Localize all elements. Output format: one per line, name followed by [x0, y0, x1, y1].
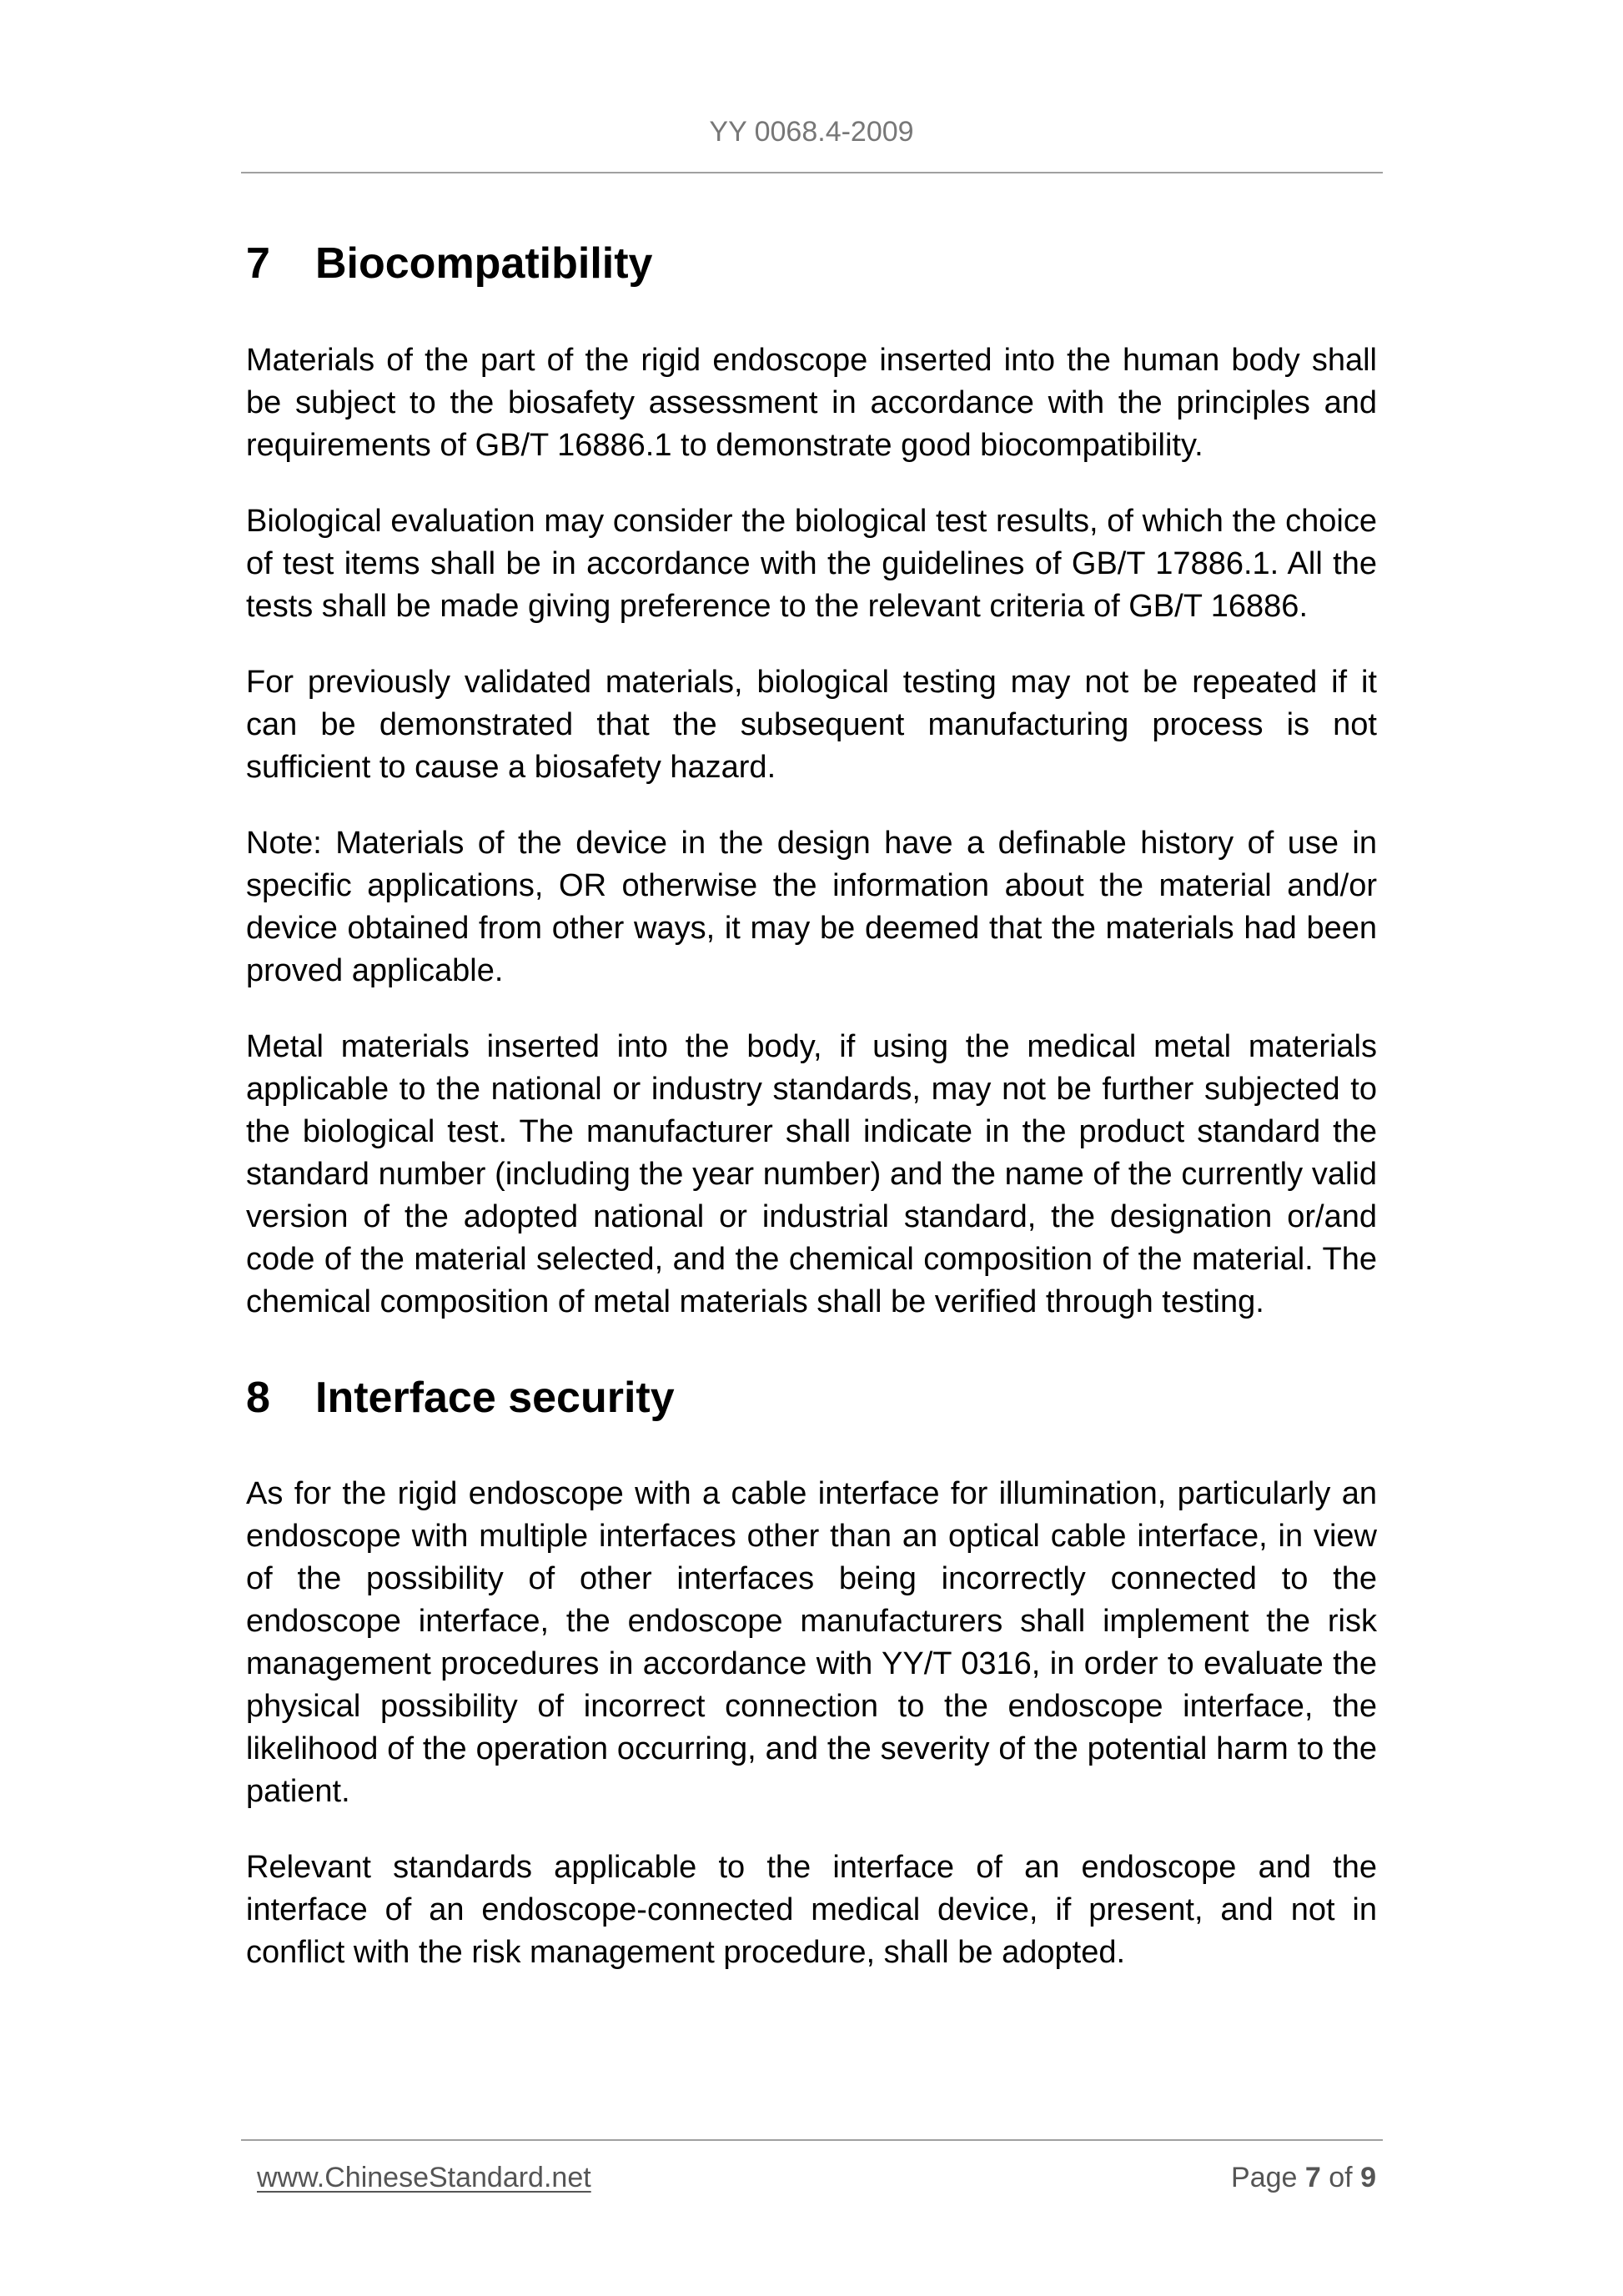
note-paragraph: Note: Materials of the device in the design have a definable history of use in specific applications, OR otherwise the information about the material and/or device obtained from other ways, it may be deemed that the materials had been proved applicable.: [246, 826, 1377, 988]
section-7-biocompatibility: [246, 239, 1377, 1324]
current-page-number: 7: [1304, 2162, 1321, 2193]
paragraph: Materials of the part of the rigid endoscope inserted into the human body shall be subject to the biosafety assessment in accordance with the principles and requirements of GB/T 16886.1 to demonstrate good biocompatibility.: [246, 343, 1377, 463]
section-heading: [246, 1373, 1377, 1423]
section-number: 7: [246, 239, 270, 288]
section-title: Interface security: [315, 1374, 675, 1422]
running-header-standard-number: YY 0068.4-2009: [709, 116, 914, 148]
section-heading: [246, 239, 1377, 289]
footer-divider: [241, 2139, 1383, 2141]
total-page-count: 9: [1360, 2162, 1376, 2193]
page-label: Page: [1231, 2162, 1298, 2193]
paragraph: As for the rigid endoscope with a cable interface for illumination, particularly an endoscope with multiple interfaces other than an optical cable interface, in view of the possibility of other interfaces being incorrectly connected to the endoscope interface, the endoscope manufacturers shall implement the risk management procedures in accordance with YY/T 0316, in order to evaluate the physical possibility of incorrect connection to the endoscope interface, the likelihood of the operation occurring, and the severity of the potential harm to the patient.: [246, 1476, 1377, 1809]
paragraph: Biological evaluation may consider the biological test results, of which the choice of test items shall be in accordance with the guidelines of GB/T 17886.1. All the tests shall be made giving preference to the relevant criteria of GB/T 16886.: [246, 504, 1377, 624]
page-content: [246, 239, 1377, 2007]
paragraph: Metal materials inserted into the body, if using the medical metal materials applicable to the national or industry standards, may not be further subjected to the biological test. The manufacturer shall indicate in the product standard the standard number (including the year number) and the name of the currently valid version of the adopted national or industrial standard, the designation or/and code of the material selected, and the chemical composition of the material. The chemical composition of metal materials shall be verified through testing.: [246, 1029, 1377, 1319]
page-of-label: of: [1329, 2162, 1353, 2193]
header-divider: [241, 172, 1383, 173]
section-number: 8: [246, 1374, 270, 1422]
paragraph: Relevant standards applicable to the interface of an endoscope and the interface of an endoscope-connected medical device, if present, and not in conflict with the risk management procedure, shall be adopted.: [246, 1850, 1377, 1970]
section-8-interface-security: [246, 1373, 1377, 1974]
paragraph: For previously validated materials, biological testing may not be repeated if it can be demonstrated that the subsequent manufacturing process is not sufficient to cause a biosafety hazard.: [246, 665, 1377, 785]
website-link[interactable]: www.ChineseStandard.net: [257, 2162, 591, 2193]
section-title: Biocompatibility: [315, 239, 653, 288]
page-indicator: [1231, 2161, 1376, 2194]
